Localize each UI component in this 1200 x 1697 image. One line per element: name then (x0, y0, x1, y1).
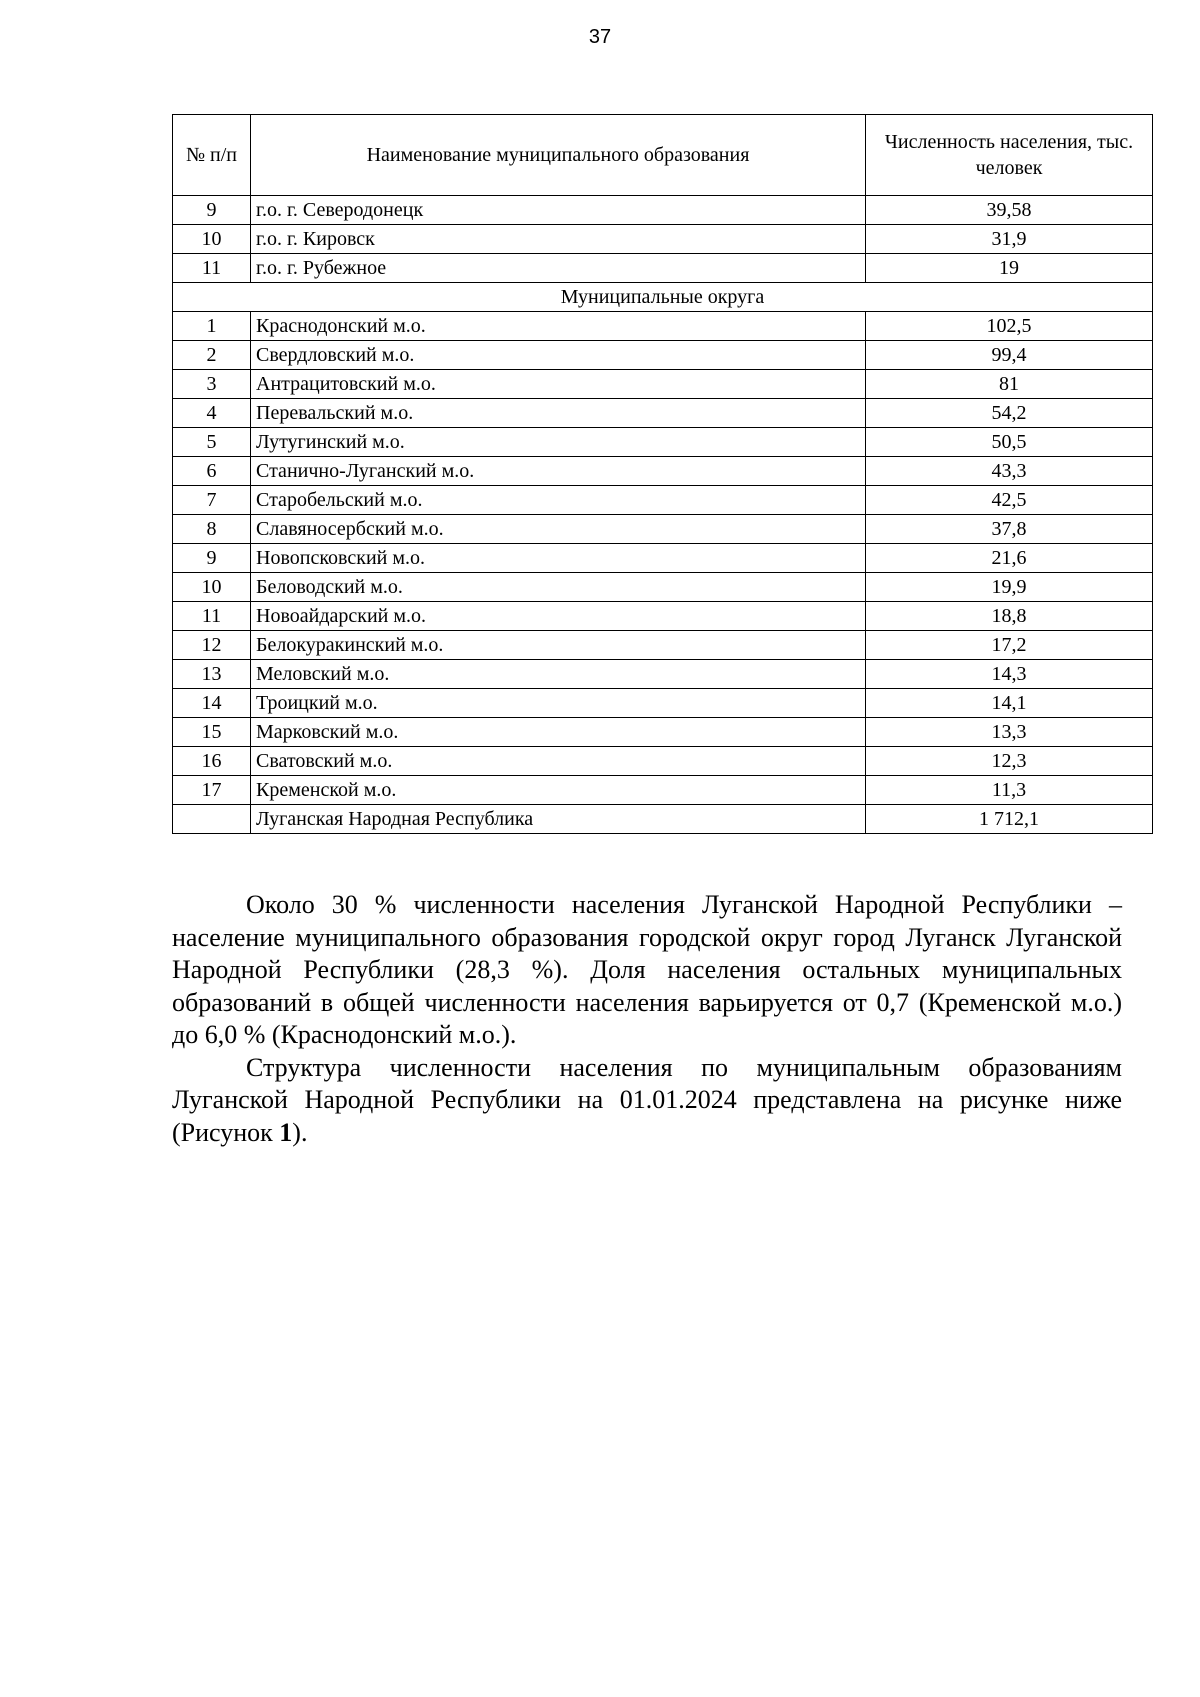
row-value: 17,2 (866, 631, 1153, 660)
row-value: 12,3 (866, 747, 1153, 776)
table-row (173, 196, 1153, 225)
section-row (173, 283, 1153, 312)
table-row (173, 312, 1153, 341)
row-num: 15 (173, 718, 251, 747)
row-value: 99,4 (866, 341, 1153, 370)
row-num: 11 (173, 602, 251, 631)
row-name: Марковский м.о. (251, 718, 866, 747)
table-row (173, 254, 1153, 283)
row-num: 7 (173, 486, 251, 515)
header-population: Численность населения, тыс. человек (866, 115, 1153, 196)
paragraph-2 (172, 1052, 1122, 1150)
row-value: 54,2 (866, 399, 1153, 428)
row-num: 11 (173, 254, 251, 283)
table-section (173, 283, 1153, 312)
row-name: г.о. г. Северодонецк (251, 196, 866, 225)
row-name: Перевальский м.о. (251, 399, 866, 428)
row-name: Троицкий м.о. (251, 689, 866, 718)
row-value: 19,9 (866, 573, 1153, 602)
table-row (173, 515, 1153, 544)
row-num: 1 (173, 312, 251, 341)
row-value: 39,58 (866, 196, 1153, 225)
row-num: 5 (173, 428, 251, 457)
row-name: Славяносербский м.о. (251, 515, 866, 544)
table-body-city-districts (173, 196, 1153, 283)
row-num: 12 (173, 631, 251, 660)
total-num (173, 805, 251, 834)
table-row (173, 602, 1153, 631)
row-name: Меловский м.о. (251, 660, 866, 689)
row-name: Свердловский м.о. (251, 341, 866, 370)
table-total (173, 805, 1153, 834)
table-row (173, 689, 1153, 718)
paragraph-2-text: Структура численности населения по муниципальным образованиям Луганской Народной Республики на 01.01.2024 представлена на рисунке ниже (Рисунок (172, 1052, 1122, 1147)
paragraph-2-end: ). (292, 1117, 308, 1147)
row-value: 50,5 (866, 428, 1153, 457)
row-name: г.о. г. Рубежное (251, 254, 866, 283)
row-name: Белокуракинский м.о. (251, 631, 866, 660)
header-num: № п/п (173, 115, 251, 196)
body-text (172, 889, 1122, 1149)
population-table (172, 114, 1153, 834)
table-row (173, 660, 1153, 689)
table-row (173, 718, 1153, 747)
section-title: Муниципальные округа (173, 283, 1153, 312)
row-num: 9 (173, 196, 251, 225)
row-name: Новопсковский м.о. (251, 544, 866, 573)
row-value: 19 (866, 254, 1153, 283)
row-name: Краснодонский м.о. (251, 312, 866, 341)
row-num: 13 (173, 660, 251, 689)
row-num: 14 (173, 689, 251, 718)
row-num: 2 (173, 341, 251, 370)
table-row (173, 747, 1153, 776)
row-num: 4 (173, 399, 251, 428)
total-name: Луганская Народная Республика (251, 805, 866, 834)
row-value: 43,3 (866, 457, 1153, 486)
total-value: 1 712,1 (866, 805, 1153, 834)
row-value: 31,9 (866, 225, 1153, 254)
row-value: 37,8 (866, 515, 1153, 544)
table-row (173, 341, 1153, 370)
row-num: 10 (173, 573, 251, 602)
row-value: 13,3 (866, 718, 1153, 747)
row-value: 11,3 (866, 776, 1153, 805)
table-row (173, 399, 1153, 428)
row-value: 21,6 (866, 544, 1153, 573)
table-body-municipal-okrugs (173, 312, 1153, 805)
paragraph-1: Около 30 % численности населения Луганской Народной Республики – население муниципального образования городской округ город Луганск Луганской Народной Республики (28,3 %). Доля населения остальных муниципальных образований в общей численности населения варьируется от 0,7 (Кременской м.о.) до 6,0 % (Краснодонский м.о.). (172, 890, 1122, 1049)
table-header-row (173, 115, 1153, 196)
figure-reference: 1 (279, 1117, 293, 1147)
row-num: 6 (173, 457, 251, 486)
row-value: 42,5 (866, 486, 1153, 515)
row-name: Старобельский м.о. (251, 486, 866, 515)
row-num: 8 (173, 515, 251, 544)
total-row (173, 805, 1153, 834)
table-row (173, 225, 1153, 254)
row-name: Антрацитовский м.о. (251, 370, 866, 399)
row-name: г.о. г. Кировск (251, 225, 866, 254)
row-name: Новоайдарский м.о. (251, 602, 866, 631)
table-row (173, 428, 1153, 457)
table-row (173, 631, 1153, 660)
row-name: Кременской м.о. (251, 776, 866, 805)
row-name: Станично-Луганский м.о. (251, 457, 866, 486)
row-name: Сватовский м.о. (251, 747, 866, 776)
row-name: Лутугинский м.о. (251, 428, 866, 457)
row-value: 18,8 (866, 602, 1153, 631)
row-value: 14,3 (866, 660, 1153, 689)
row-num: 3 (173, 370, 251, 399)
page-number: 37 (588, 26, 612, 48)
table-row (173, 544, 1153, 573)
table-row (173, 486, 1153, 515)
row-value: 14,1 (866, 689, 1153, 718)
row-num: 17 (173, 776, 251, 805)
row-num: 9 (173, 544, 251, 573)
table-row (173, 573, 1153, 602)
table-row (173, 776, 1153, 805)
table-row (173, 457, 1153, 486)
row-name: Беловодский м.о. (251, 573, 866, 602)
row-num: 10 (173, 225, 251, 254)
row-num: 16 (173, 747, 251, 776)
row-value: 81 (866, 370, 1153, 399)
table-row (173, 370, 1153, 399)
header-name: Наименование муниципального образования (251, 115, 866, 196)
row-value: 102,5 (866, 312, 1153, 341)
